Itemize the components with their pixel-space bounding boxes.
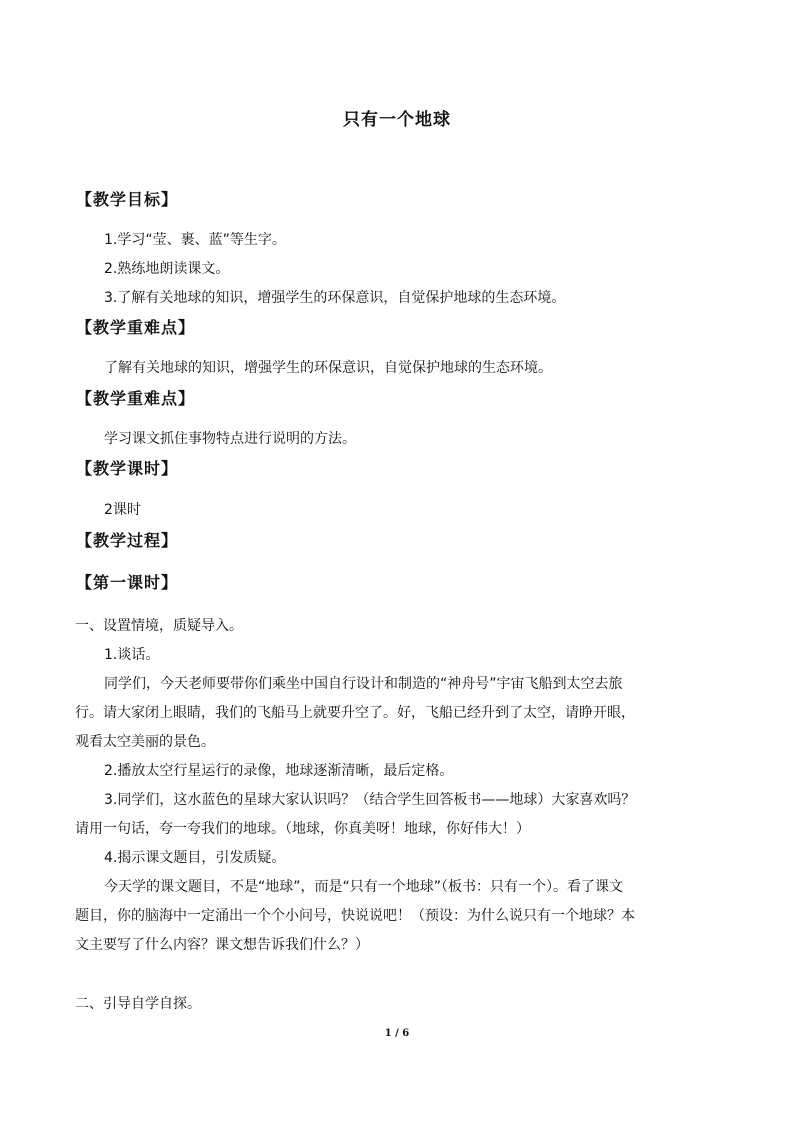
part1-item-3-line1: 3.同学们，这水蓝色的星球大家认识吗？（结合学生回答板书——地球）大家喜欢吗？ xyxy=(104,792,636,808)
key-heading-1: 【教学重难点】 xyxy=(76,318,196,337)
key-heading-2: 【教学重难点】 xyxy=(76,389,196,408)
goal-item-2: 2.熟练地朗读课文。 xyxy=(104,261,230,277)
goal-heading: 【教学目标】 xyxy=(76,190,179,209)
part1-item-1: 1.谈话。 xyxy=(104,647,160,663)
key-text-2: 学习课文抓住事物特点进行说明的方法。 xyxy=(104,431,356,447)
goal-item-3: 3.了解有关地球的知识，增强学生的环保意识，自觉保护地球的生态环境。 xyxy=(104,290,566,306)
part1-item-4: 4.揭示课文题目，引发质疑。 xyxy=(104,850,286,866)
part1-para1-line2: 行。请大家闭上眼睛，我们的飞船马上就要升空了。好，飞船已经升到了太空，请睁开眼， xyxy=(75,705,635,721)
part1-heading: 一、设置情境，质疑导入。 xyxy=(75,618,243,634)
part1-para4-line3: 文主要写了什么内容？课文想告诉我们什么？） xyxy=(75,937,369,953)
first-lesson-heading: 【第一课时】 xyxy=(76,573,179,592)
part1-item-2: 2.播放太空行星运行的录像，地球逐渐清晰，最后定格。 xyxy=(104,763,454,779)
part1-para1-line3: 观看太空美丽的景色。 xyxy=(75,734,215,750)
hours-heading: 【教学课时】 xyxy=(76,459,179,478)
part1-para1-line1: 同学们，今天老师要带你们乘坐中国自行设计和制造的“神舟号”宇宙飞船到太空去旅 xyxy=(104,676,623,692)
part1-para4-line2: 题目，你的脑海中一定涌出一个个小问号，快说说吧！（预设：为什么说只有一个地球？本 xyxy=(75,908,635,924)
hours-text: 2课时 xyxy=(104,502,141,518)
page-number: 1 / 6 xyxy=(384,1028,410,1039)
process-heading: 【教学过程】 xyxy=(76,531,179,550)
goal-item-1: 1.学习“莹、裹、蓝”等生字。 xyxy=(104,232,286,248)
part2-heading: 二、引导自学自探。 xyxy=(75,996,201,1012)
part1-para4-line1: 今天学的课文题目，不是“地球”，而是“只有一个地球”（板书：只有一个）。看了课文 xyxy=(104,879,624,895)
key-text-1: 了解有关地球的知识，增强学生的环保意识，自觉保护地球的生态环境。 xyxy=(104,360,552,376)
document-title: 只有一个地球 xyxy=(343,110,451,130)
part1-item-3-line2: 请用一句话，夸一夸我们的地球。（地球，你真美呀！地球，你好伟大！） xyxy=(75,821,530,837)
